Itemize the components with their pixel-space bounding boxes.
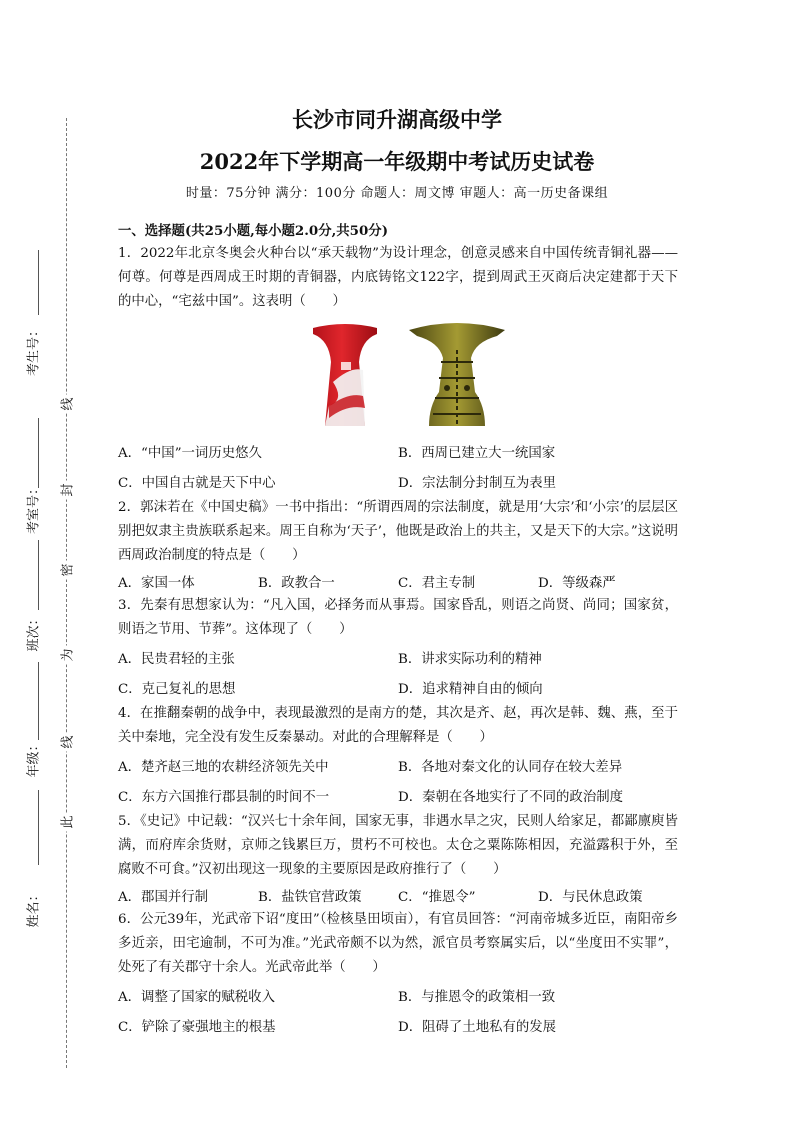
seal-char: 此 [57, 812, 76, 831]
option-d[interactable]: D．宗法制分封制互为表里 [398, 475, 557, 491]
option-b[interactable]: B．各地对秦文化的认同存在较大差异 [398, 759, 623, 775]
binding-underline [38, 540, 39, 610]
label-class: 班次： [26, 612, 42, 652]
binding-underline [38, 418, 39, 488]
binding-dashed-line [66, 118, 67, 1068]
question-stem-2: 2．郭沫若在《中国史稿》一书中指出：“所谓西周的宗法制度，就是用‘大宗’和‘小宗’的层层区别把奴隶主贵族联系起来。周王自称为‘天子’，他既是政治上的共主，又是天下的大宗。”这说明西周政治制度的特点是（ ） [118, 500, 678, 563]
option-b[interactable]: B．盐铁官营政策 [258, 889, 362, 905]
binding-underline [38, 790, 39, 865]
question-1-options [118, 466, 678, 496]
seal-char: 密 [57, 560, 76, 579]
section-heading: 一、选择题(共25小题,每小题2.0分,共50分) [118, 223, 389, 239]
option-a[interactable]: A．郡国并行制 [118, 889, 209, 905]
option-c[interactable]: C．东方六国推行郡县制的时间不一 [118, 789, 330, 805]
question-1-images [118, 322, 678, 432]
option-c[interactable]: C．“推恩令” [398, 889, 476, 905]
option-c[interactable]: C．铲除了豪强地主的根基 [118, 1019, 276, 1035]
option-b[interactable]: B．政教合一 [258, 575, 335, 591]
torch-stand-image [299, 322, 391, 430]
school-name: 长沙市同升湖高级中学 [292, 107, 502, 132]
option-d[interactable]: D．秦朝在各地实行了不同的政治制度 [398, 789, 623, 805]
option-a[interactable]: A．家国一体 [118, 575, 195, 591]
option-c[interactable]: C．中国自古就是天下中心 [118, 475, 276, 491]
option-d[interactable]: D．等级森严 [538, 575, 616, 591]
label-grade: 年级： [26, 738, 42, 778]
option-c[interactable]: C．克己复礼的思想 [118, 681, 236, 697]
option-a[interactable]: A．调整了国家的赋税收入 [118, 989, 275, 1005]
option-a[interactable]: A．“中国”一词历史悠久 [118, 445, 262, 461]
question-6-options [118, 1010, 678, 1040]
exam-title: 2022年下学期高一年级期中考试历史试卷 [199, 149, 595, 174]
label-name: 姓名： [26, 888, 42, 928]
question-stem-1: 1．2022年北京冬奥会火种台以“承天载物”为设计理念，创意灵感来自中国传统青铜礼器——何尊。何尊是西周成王时期的青铜器，内底铸铭文122字，提到周武王灭商后决定建都于天下的中心，“宅兹中国”。这表明（ ） [118, 246, 678, 309]
question-1-options [118, 436, 678, 466]
question-5-options [118, 882, 678, 908]
seal-char: 为 [57, 645, 76, 664]
seal-char: 线 [57, 394, 76, 413]
exam-content [118, 220, 678, 1040]
question-stem-6: 6．公元39年，光武帝下诏“度田”（检核垦田顷亩），有官员回答：“河南帝城多近臣，南阳帝乡多近亲，田宅逾制，不可为准。”光武帝颇不以为然，派官员考察属实后，以“坐度田不实罪”，处死了有关郡守十余人。光武帝此举（ ） [118, 912, 678, 975]
option-a[interactable]: A．楚齐赵三地的农耕经济领先关中 [118, 759, 329, 775]
option-c[interactable]: C．君主专制 [398, 575, 476, 591]
he-zun-bronze-image [405, 322, 497, 430]
option-d[interactable]: D．追求精神自由的倾向 [398, 681, 543, 697]
exam-meta: 时量：75分钟 满分：100分 命题人：周文博 审题人：高一历史备课组 [185, 186, 609, 201]
question-2-options [118, 568, 678, 594]
question-3-options [118, 672, 678, 702]
question-stem-5: 5．《史记》中记载：“汉兴七十余年间，国家无事，非遇水旱之灾，民则人给家足，都鄙廪庾皆满，而府库余货财，京师之钱累巨万，贯朽不可校也。太仓之粟陈陈相因，充溢露积于外，至腐败不可食。”汉初出现这一现象的主要原因是政府推行了（ ） [118, 814, 678, 877]
seal-char: 线 [57, 732, 76, 751]
question-6-options [118, 980, 678, 1010]
label-student-id: 考生号： [26, 323, 42, 377]
option-b[interactable]: B．西周已建立大一统国家 [398, 445, 556, 461]
question-4-options [118, 780, 678, 810]
label-exam-room: 考室号： [26, 481, 42, 535]
seal-char: 封 [57, 480, 76, 499]
question-4-options [118, 750, 678, 780]
question-stem-3: 3．先秦有思想家认为：“凡入国，必择务而从事焉。国家昏乱，则语之尚贤、尚同；国家贫，则语之节用、节葬”。这体现了（ ） [118, 598, 678, 637]
option-d[interactable]: D．与民休息政策 [538, 889, 643, 905]
option-a[interactable]: A．民贵君轻的主张 [118, 651, 235, 667]
question-stem-4: 4．在推翻秦朝的战争中，表现最激烈的是南方的楚，其次是齐、赵，再次是韩、魏、燕，至于关中秦地，完全没有发生反秦暴动。对此的合理解释是（ ） [118, 706, 678, 745]
option-b[interactable]: B．与推恩令的政策相一致 [398, 989, 556, 1005]
question-3-options [118, 642, 678, 672]
binding-underline [38, 662, 39, 740]
option-b[interactable]: B．讲求实际功利的精神 [398, 651, 542, 667]
binding-underline [38, 250, 39, 315]
option-d[interactable]: D．阻碍了土地私有的发展 [398, 1019, 557, 1035]
